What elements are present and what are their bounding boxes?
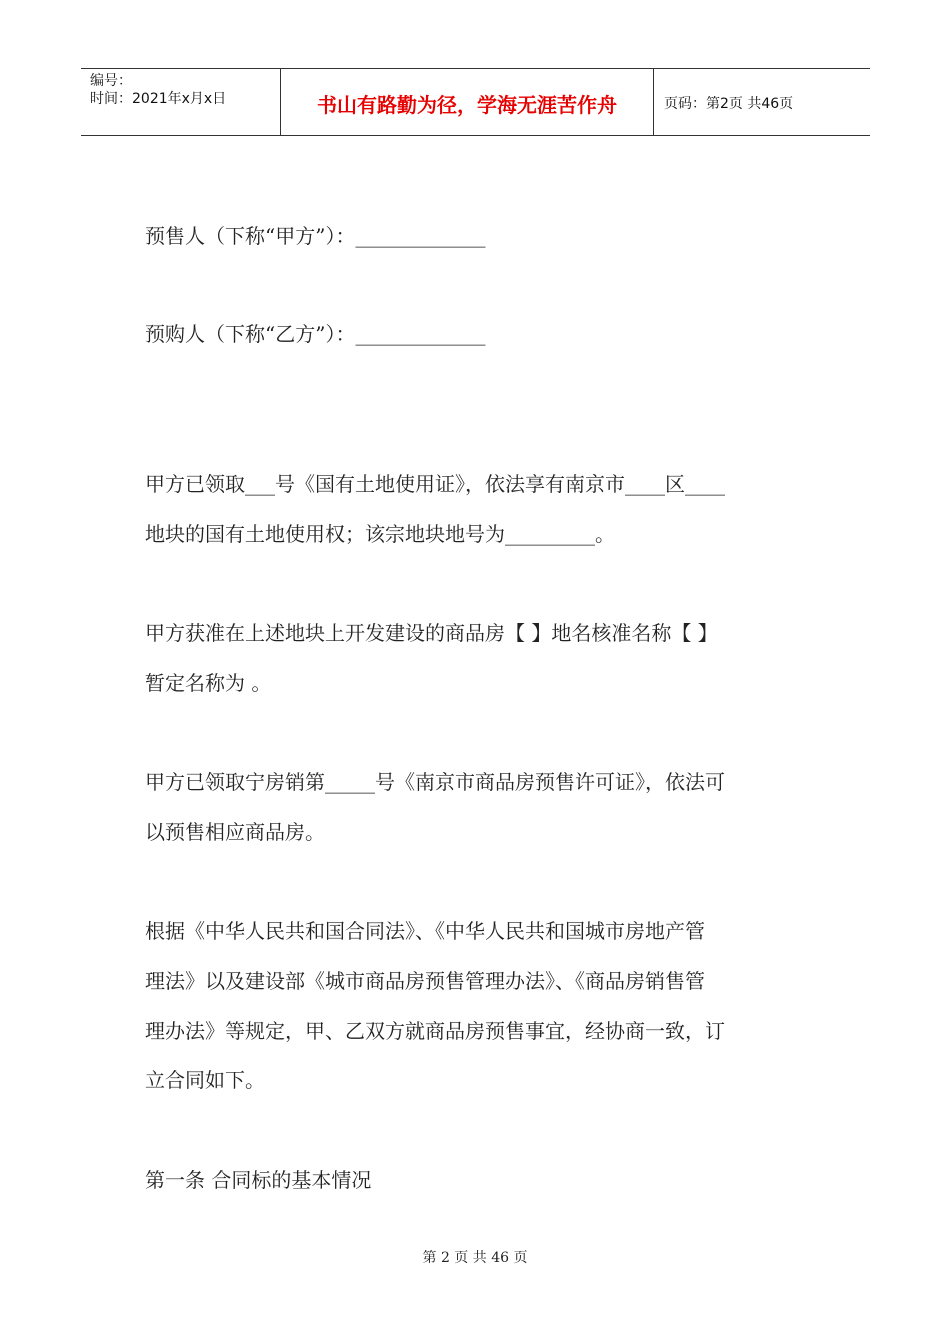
paragraph-land-cert-line-1: 甲方已领取___号《国有土地使用证》，依法享有南京市____区____ [145, 472, 725, 496]
document-number-label: 编号： [90, 73, 132, 89]
article-1-heading: 第一条 合同标的基本情况 [145, 1168, 372, 1192]
seller-line: 预售人（下称“甲方”）：_____________ [145, 224, 486, 248]
page-footer: 第 2 页 共 46 页 [422, 1250, 528, 1266]
header-page-info: 页码：第2页 共46页 [664, 96, 794, 112]
paragraph-legal-basis-line-3: 理办法》等规定，甲、乙双方就商品房预售事宜，经协商一致，订 [145, 1019, 725, 1043]
header-meta-cell [81, 69, 281, 135]
paragraph-land-cert-line-2: 地块的国有土地使用权；该宗地块地号为_________。 [145, 522, 615, 546]
paragraph-project-line-1: 甲方获准在上述地块上开发建设的商品房【 】地名核准名称【 】 [145, 621, 718, 645]
document-header [81, 68, 870, 136]
buyer-line: 预购人（下称“乙方”）：_____________ [145, 322, 486, 346]
paragraph-legal-basis-line-2: 理法》以及建设部《城市商品房预售管理办法》、《商品房销售管 [145, 969, 705, 993]
paragraph-presale-permit-line-2: 以预售相应商品房。 [145, 820, 325, 844]
paragraph-presale-permit-line-1: 甲方已领取宁房销第_____号《南京市商品房预售许可证》，依法可 [145, 770, 725, 794]
paragraph-project-line-2: 暂定名称为 。 [145, 671, 272, 695]
header-motto: 书山有路勤为径，学海无涯苦作舟 [281, 69, 654, 135]
document-date-label: 时间：2021年x月x日 [90, 91, 227, 107]
paragraph-legal-basis-line-1: 根据《中华人民共和国合同法》、《中华人民共和国城市房地产管 [145, 919, 705, 943]
paragraph-legal-basis-line-4: 立合同如下。 [145, 1068, 265, 1092]
